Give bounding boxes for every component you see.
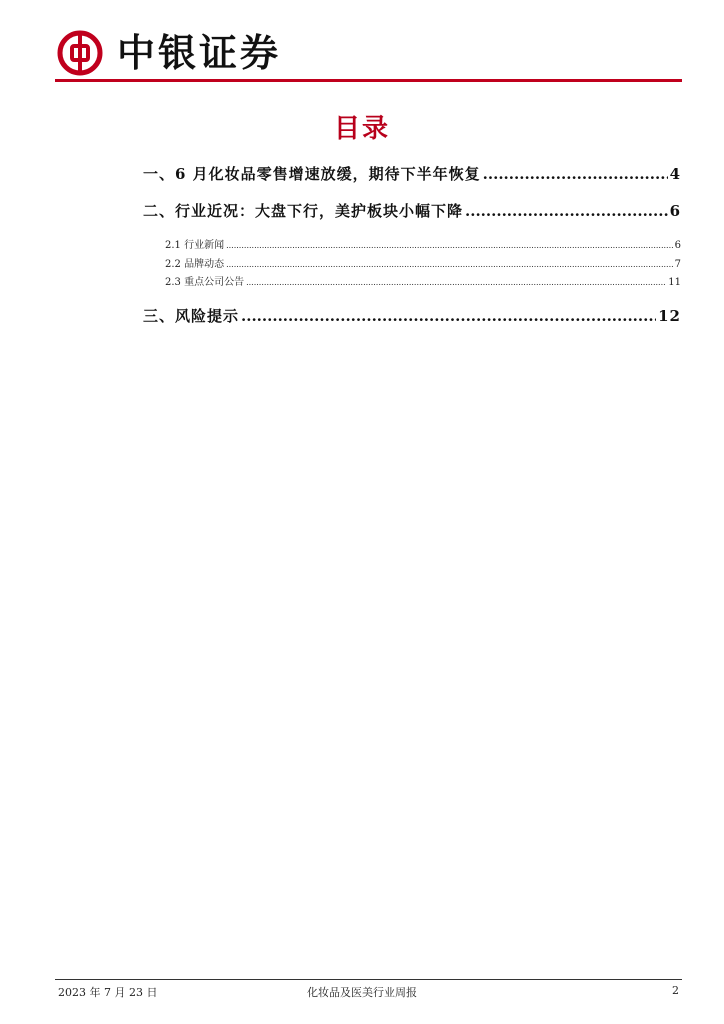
toc-entry-label: 2.1 行业新闻 xyxy=(165,240,225,251)
toc-leader xyxy=(226,260,673,269)
footer-date: 2023 年 7 月 23 日 xyxy=(58,986,158,999)
footer-page-number: 2 xyxy=(672,984,679,997)
toc-title: 目录 xyxy=(333,114,390,144)
footer-rule xyxy=(55,979,682,980)
toc-subentry[interactable] xyxy=(165,273,681,288)
toc-entry-page: 4 xyxy=(669,165,681,183)
toc-entry-label: 二、行业近况：大盘下行，美护板块小幅下降 xyxy=(143,202,464,220)
toc-leader xyxy=(241,307,656,325)
header-rule xyxy=(55,79,682,82)
bank-of-china-logo-icon xyxy=(57,30,103,76)
toc-entry-label: 三、风险提示 xyxy=(143,307,240,325)
toc-entry-page: 6 xyxy=(669,202,681,220)
toc-entry-label: 2.3 重点公司公告 xyxy=(165,277,245,288)
toc-entry-page: 11 xyxy=(668,277,681,288)
toc-leader xyxy=(226,241,673,250)
footer-report-title: 化妆品及医美行业周报 xyxy=(307,986,417,999)
page-header xyxy=(55,26,682,84)
toc-entry[interactable] xyxy=(143,200,681,221)
toc-entry-page: 12 xyxy=(658,307,681,325)
toc-leader xyxy=(465,202,668,220)
toc-entry-label: 一、6 月化妆品零售增速放缓，期待下半年恢复 xyxy=(143,165,481,183)
toc-entry[interactable] xyxy=(143,305,681,326)
toc-subentry[interactable] xyxy=(165,255,681,270)
toc-entry-page: 6 xyxy=(674,240,681,251)
toc-leader xyxy=(246,278,666,287)
toc-leader xyxy=(483,165,668,183)
brand-name: 中银证券 xyxy=(117,30,282,75)
toc-entry-page: 7 xyxy=(674,259,681,270)
toc-subentry[interactable] xyxy=(165,236,681,251)
toc-entry-label: 2.2 品牌动态 xyxy=(165,259,225,270)
toc-entry[interactable] xyxy=(143,163,681,184)
